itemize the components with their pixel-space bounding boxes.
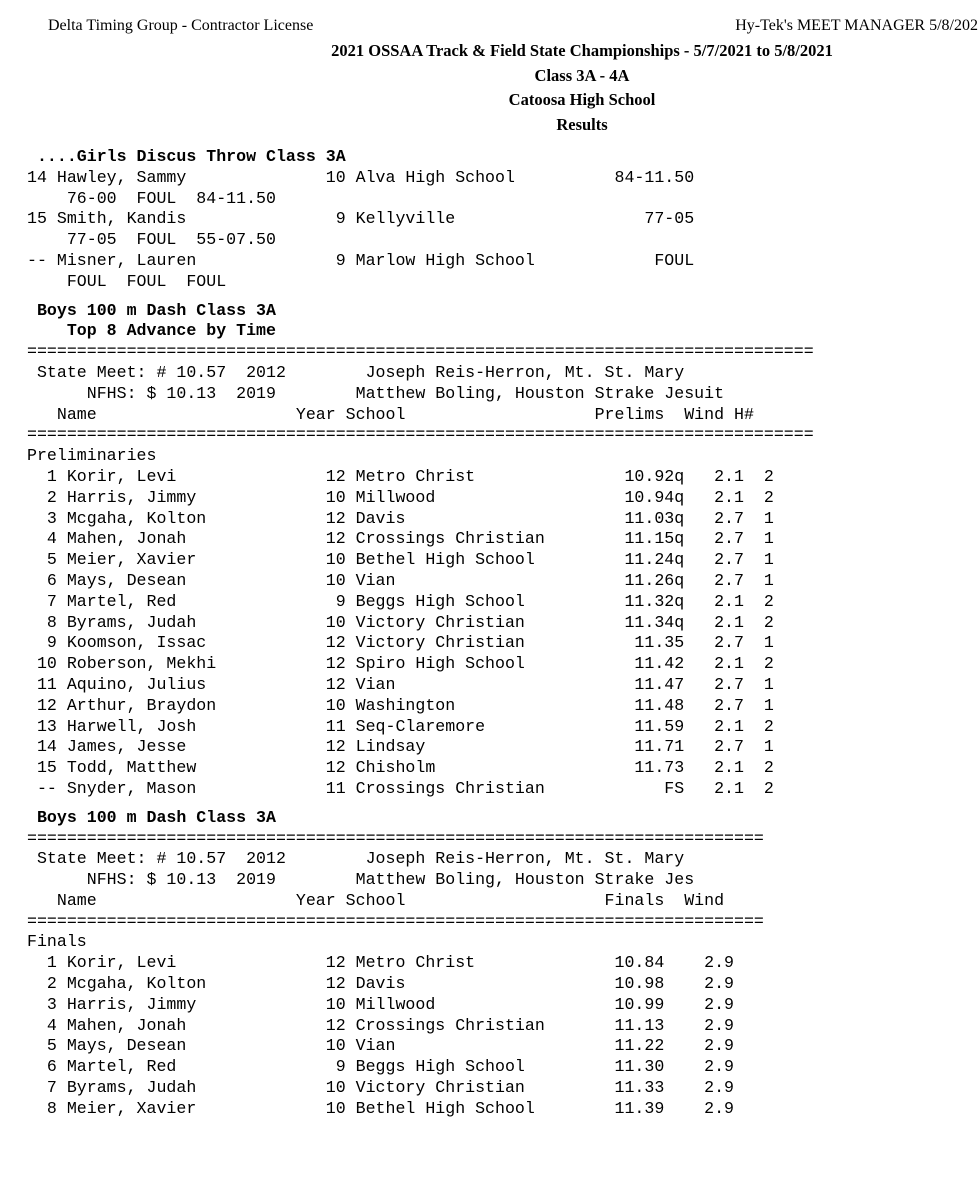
round-label: Preliminaries [27, 446, 157, 466]
result-row: 2 Harris, Jimmy 10 Millwood 10.94q 2.1 2 [27, 487, 774, 507]
result-row: 4 Mahen, Jonah 12 Crossings Christian 11.15q 2.7 1 [27, 529, 774, 549]
result-row: 1 Korir, Levi 12 Metro Christ 10.84 2.9 [27, 953, 735, 973]
event-heading: ....Girls Discus Throw Class 3A [27, 147, 346, 166]
result-row: 8 Byrams, Judah 10 Victory Christian 11.34q 2.1 2 [27, 612, 774, 632]
result-row: 3 Mcgaha, Kolton 12 Davis 11.03q 2.7 1 [27, 508, 774, 528]
result-row: 14 Hawley, Sammy 10 Alva High School 84-11.50 [27, 167, 695, 187]
result-row: 6 Mays, Desean 10 Vian 11.26q 2.7 1 [27, 570, 774, 590]
rule-line: =============================================================================== [27, 342, 814, 362]
record-line: NFHS: $ 10.13 2019 Matthew Boling, Houston Strake Jes [27, 870, 695, 890]
result-row: 8 Meier, Xavier 10 Bethel High School 11.39 2.9 [27, 1098, 735, 1118]
column-header: Name Year School Finals Wind [27, 890, 725, 910]
event-heading: Boys 100 m Dash Class 3A [27, 807, 276, 827]
result-row: -- Misner, Lauren 9 Marlow High School FOUL [27, 250, 695, 270]
meet-venue: Catoosa High School [508, 90, 656, 109]
result-row: 13 Harwell, Josh 11 Seq-Claremore 11.59 2.1 2 [27, 716, 774, 736]
result-row: 5 Mays, Desean 10 Vian 11.22 2.9 [27, 1036, 735, 1056]
attempt-series: 77-05 FOUL 55-07.50 [27, 230, 276, 250]
event-heading: Boys 100 m Dash Class 3A [27, 300, 276, 320]
round-label: Finals [27, 932, 87, 952]
column-header: Name Year School Prelims Wind H# [27, 404, 754, 424]
record-line: NFHS: $ 10.13 2019 Matthew Boling, Houston Strake Jesuit [27, 383, 725, 403]
software-label: Hy-Tek's MEET MANAGER 5/8/202 [735, 17, 978, 34]
result-row: 9 Koomson, Issac 12 Victory Christian 11.35 2.7 1 [27, 633, 774, 653]
result-row: 11 Aquino, Julius 12 Vian 11.47 2.7 1 [27, 674, 774, 694]
result-row: 15 Smith, Kandis 9 Kellyville 77-05 [27, 209, 695, 229]
event-subheading: Top 8 Advance by Time [27, 321, 276, 341]
result-row: 1 Korir, Levi 12 Metro Christ 10.92q 2.1 2 [27, 466, 774, 486]
event-gap [27, 293, 814, 301]
result-row: 4 Mahen, Jonah 12 Crossings Christian 11.13 2.9 [27, 1015, 735, 1035]
attempt-series: FOUL FOUL FOUL [27, 271, 227, 291]
results-listing [27, 147, 814, 1120]
event-gap [27, 800, 814, 808]
result-row: 12 Arthur, Braydon 10 Washington 11.48 2.7 1 [27, 695, 774, 715]
result-row: 15 Todd, Matthew 12 Chisholm 11.73 2.1 2 [27, 758, 774, 778]
rule-line: ========================================================================== [27, 828, 764, 848]
result-row: 14 James, Jesse 12 Lindsay 11.71 2.7 1 [27, 737, 774, 757]
result-row: 3 Harris, Jimmy 10 Millwood 10.99 2.9 [27, 994, 735, 1014]
result-row: 7 Martel, Red 9 Beggs High School 11.32q 2.1 2 [27, 591, 774, 611]
attempt-series: 76-00 FOUL 84-11.50 [27, 188, 276, 208]
result-row: 10 Roberson, Mekhi 12 Spiro High School 11.42 2.1 2 [27, 654, 774, 674]
result-row: 2 Mcgaha, Kolton 12 Davis 10.98 2.9 [27, 974, 735, 994]
license-label: Delta Timing Group - Contractor License [48, 17, 314, 34]
record-line: State Meet: # 10.57 2012 Joseph Reis-Herron, Mt. St. Mary [27, 849, 685, 869]
result-row: 6 Martel, Red 9 Beggs High School 11.30 2.9 [27, 1057, 735, 1077]
meet-results-label: Results [556, 115, 608, 134]
result-row: -- Snyder, Mason 11 Crossings Christian FS 2.1 2 [27, 778, 774, 798]
rule-line: ========================================================================== [27, 911, 764, 931]
result-row: 5 Meier, Xavier 10 Bethel High School 11.24q 2.7 1 [27, 550, 774, 570]
meet-title: 2021 OSSAA Track & Field State Championships - 5/7/2021 to 5/8/2021 [331, 41, 833, 60]
result-row: 7 Byrams, Judah 10 Victory Christian 11.33 2.9 [27, 1078, 735, 1098]
meet-class: Class 3A - 4A [534, 66, 630, 85]
rule-line: =============================================================================== [27, 425, 814, 445]
record-line: State Meet: # 10.57 2012 Joseph Reis-Herron, Mt. St. Mary [27, 362, 685, 382]
